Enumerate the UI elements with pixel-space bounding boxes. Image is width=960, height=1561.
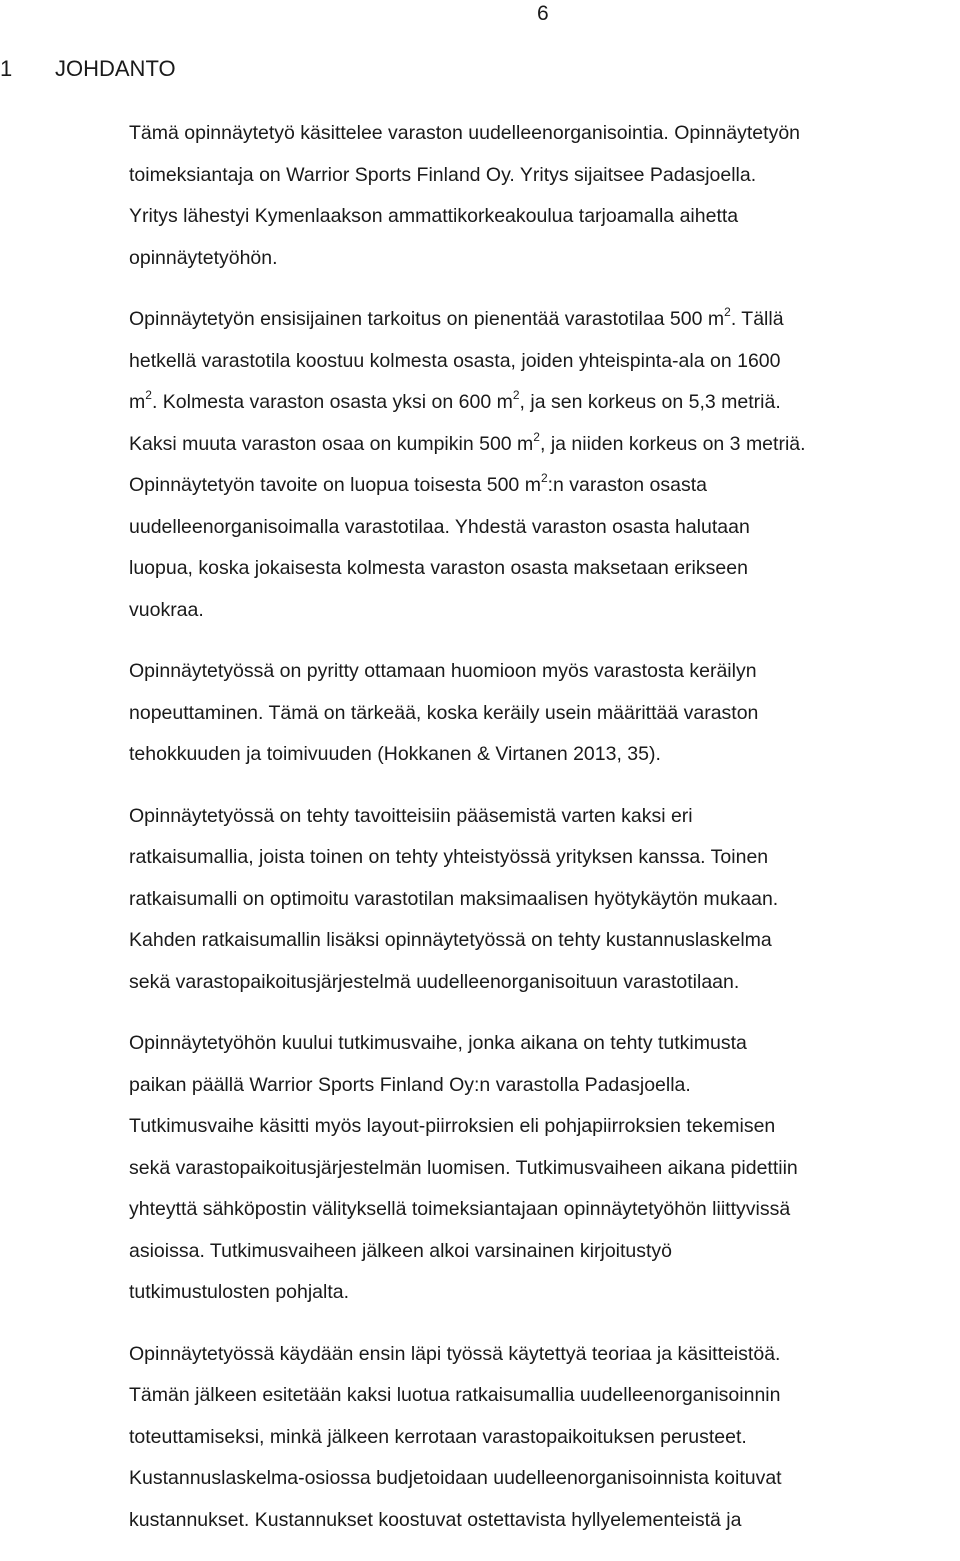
text-line: opinnäytetyöhön. (129, 246, 278, 269)
text-line: Tämän jälkeen esitetään kaksi luotua ratkaisumallia uudelleenorganisoinnin (129, 1384, 781, 1406)
text-run: . Tällä (730, 308, 784, 330)
text-line: nopeuttaminen. Tämä on tärkeää, koska keräily usein määrittää varaston (129, 701, 759, 724)
text-run: , ja sen korkeus on 5,3 metriä. (519, 391, 781, 413)
text-run: Opinnäytetyön ensisijainen tarkoitus on pienentää varastotilaa 500 m (129, 308, 725, 330)
text-line: Opinnäytetyössä on pyritty ottamaan huomioon myös varastosta keräilyn (129, 660, 757, 682)
text-run: , ja niiden korkeus on 3 metriä. (539, 432, 806, 455)
text-line (129, 465, 960, 507)
page-number: 6 (537, 2, 549, 25)
text-line: hetkellä varastotila koostuu kolmesta osasta, joiden yhteispinta-ala on 1600 (129, 349, 781, 372)
superscript: 2 (145, 388, 152, 402)
text-line: sekä varastopaikoitusjärjestelmä uudelleenorganisoituun varastotilaan. (129, 970, 740, 993)
text-line: sekä varastopaikoitusjärjestelmän luomisen. Tutkimusvaiheen aikana pidettiin (129, 1156, 798, 1179)
text-run: m (129, 391, 146, 413)
section-number: 1 (0, 56, 13, 81)
text-line: tutkimustulosten pohjalta. (129, 1281, 350, 1303)
paragraph-1 (129, 113, 960, 279)
text-run: Opinnäytetyön tavoite on luopua toisesta 500 m (129, 474, 541, 496)
text-line (129, 382, 960, 424)
text-run: :n varaston osasta (547, 474, 707, 496)
text-line: Opinnäytetyössä käydään ensin läpi työssä käytettyä teoriaa ja käsitteistöä. (129, 1342, 781, 1365)
superscript: 2 (533, 429, 540, 444)
text-line: Opinnäytetyöhön kuului tutkimusvaihe, jonka aikana on tehty tutkimusta (129, 1032, 747, 1054)
text-line: Opinnäytetyössä on tehty tavoitteisiin pääsemistä varten kaksi eri (129, 804, 693, 827)
text-line: toimeksiantaja on Warrior Sports Finland Oy. Yritys sijaitsee Padasjoella. (129, 163, 757, 186)
text-line: yhteyttä sähköpostin välityksellä toimeksiantajaan opinnäytetyöhön liittyvissä (129, 1198, 791, 1220)
paragraph-4 (129, 796, 960, 1004)
superscript: 2 (724, 305, 731, 319)
section-title: JOHDANTO (55, 56, 176, 81)
text-line: kustannukset. Kustannukset koostuvat ostettavista hyllyelementeistä ja (129, 1508, 742, 1531)
text-line: ratkaisumallia, joista toinen on tehty yhteistyössä yrityksen kanssa. Toinen (129, 846, 769, 868)
text-line: luopua, koska jokaisesta kolmesta varaston osasta maksetaan erikseen (129, 557, 748, 579)
paragraph-6 (129, 1334, 960, 1542)
superscript: 2 (540, 471, 548, 485)
text-line: Tutkimusvaihe käsitti myös layout-piirroksien eli pohjapiirroksien tekemisen (129, 1115, 776, 1137)
superscript: 2 (512, 388, 520, 402)
text-line: paikan päällä Warrior Sports Finland Oy:n varastolla Padasjoella. (129, 1073, 691, 1096)
paragraph-5 (129, 1023, 960, 1314)
text-run: . Kolmesta varaston osasta yksi on 600 m (151, 391, 513, 413)
text-line: ratkaisumalli on optimoitu varastotilan maksimaalisen hyötykäytön mukaan. (129, 887, 779, 910)
text-line: toteuttamiseksi, minkä jälkeen kerrotaan varastopaikoituksen perusteet. (129, 1425, 747, 1448)
text-line: asioissa. Tutkimusvaiheen jälkeen alkoi varsinainen kirjoitustyö (129, 1239, 673, 1262)
section-heading (0, 56, 176, 82)
text-run: Kaksi muuta varaston osaa on kumpikin 500 m (129, 432, 534, 455)
body-text (129, 113, 960, 1561)
paragraph-2 (129, 299, 960, 631)
text-line (129, 424, 960, 466)
paragraph-3 (129, 651, 960, 776)
text-line: Yritys lähestyi Kymenlaakson ammattikorkeakoulua tarjoamalla aihetta (129, 205, 739, 227)
text-line: Tämä opinnäytetyö käsittelee varaston uudelleenorganisointia. Opinnäytetyön (129, 122, 801, 144)
text-line: Kustannuslaskelma-osiossa budjetoidaan uudelleenorganisoinnista koituvat (129, 1467, 782, 1489)
text-line: Kahden ratkaisumallin lisäksi opinnäytetyössä on tehty kustannuslaskelma (129, 929, 772, 951)
text-line: uudelleenorganisoimalla varastotilaa. Yhdestä varaston osasta halutaan (129, 515, 750, 538)
text-line: vuokraa. (129, 598, 204, 621)
text-line (129, 299, 960, 341)
text-line: tehokkuuden ja toimivuuden (Hokkanen & Virtanen 2013, 35). (129, 743, 661, 765)
